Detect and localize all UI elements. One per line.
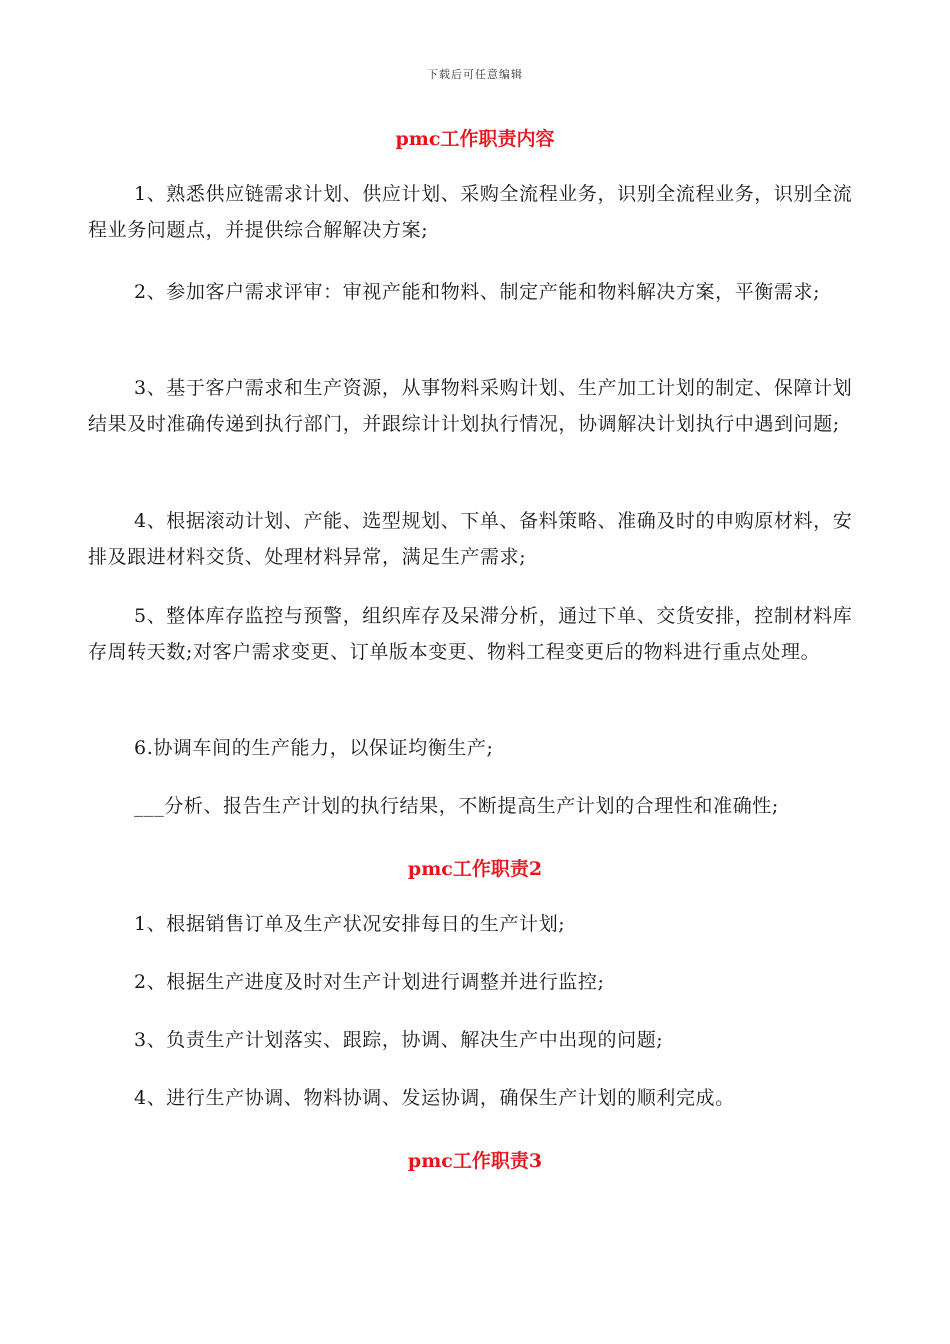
section2-item-2: 2、根据生产进度及时对生产计划进行调整并进行监控; bbox=[134, 971, 605, 993]
section1-title: pmc工作职责内容 bbox=[395, 128, 555, 150]
section1-item-5: 5、整体库存监控与预警，组织库存及呆滞分析，通过下单、交货安排，控制材料库存周转天数;对客户需求变更、订单版本变更、物料工程变更后的物料进行重点处理。 bbox=[88, 605, 853, 663]
section1-item-7: ___分析、报告生产计划的执行结果，不断提高生产计划的合理性和准确性; bbox=[134, 795, 779, 817]
section2-item-1: 1、根据销售订单及生产状况安排每日的生产计划; bbox=[134, 913, 566, 935]
section2-item-3: 3、负责生产计划落实、跟踪，协调、解决生产中出现的问题; bbox=[134, 1029, 664, 1051]
section1-item-1: 1、熟悉供应链需求计划、供应计划、采购全流程业务，识别全流程业务，识别全流程业务问题点，并提供综合解解决方案; bbox=[88, 183, 853, 241]
section1-item-3: 3、基于客户需求和生产资源，从事物料采购计划、生产加工计划的制定、保障计划结果及时准确传递到执行部门，并跟综计计划执行情况，协调解决计划执行中遇到问题; bbox=[88, 377, 853, 435]
section2-item-4: 4、进行生产协调、物料协调、发运协调，确保生产计划的顺利完成。 bbox=[134, 1087, 735, 1109]
section2-title: pmc工作职责2 bbox=[407, 858, 543, 880]
section3-title: pmc工作职责3 bbox=[407, 1150, 543, 1172]
section1-item-4: 4、根据滚动计划、产能、选型规划、下单、备料策略、准确及时的申购原材料，安排及跟进材料交货、处理材料异常，满足生产需求; bbox=[88, 510, 853, 568]
section1-item-2: 2、参加客户需求评审：审视产能和物料、制定产能和物料解决方案，平衡需求; bbox=[134, 281, 821, 303]
header-note: 下载后可任意编辑 bbox=[427, 68, 523, 81]
section1-item-6: 6.协调车间的生产能力，以保证均衡生产; bbox=[134, 737, 494, 759]
